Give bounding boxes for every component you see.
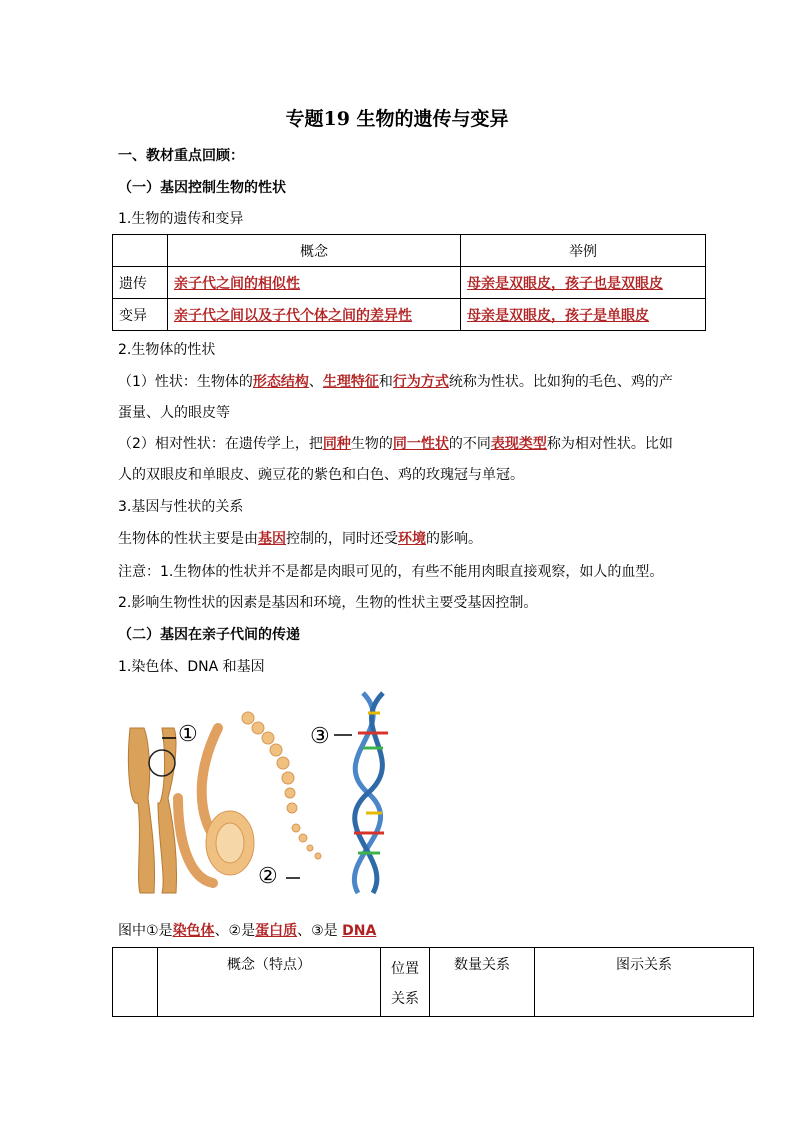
paragraph-traits: （1）性状：生物体的形态结构、生理特征和行为方式统称为性状。比如狗的毛色、鸡的产 — [118, 374, 673, 390]
table-header-cell — [113, 948, 158, 1017]
row-label: 变异 — [113, 299, 168, 331]
answer-text: 表现类型 — [490, 436, 547, 452]
paragraph-gene-trait: 生物体的性状主要是由基因控制的，同时还受环境的影响。 — [118, 531, 482, 547]
item-heading-2: 2.生物体的性状 — [118, 342, 216, 358]
table-header-cell: 图示关系 — [535, 948, 754, 1017]
relationship-table — [112, 947, 754, 1017]
table-header-row — [113, 948, 754, 1017]
table-header-cell — [113, 235, 168, 267]
answer-text: 基因 — [258, 531, 286, 547]
item-heading-4: 1.染色体、DNA 和基因 — [118, 659, 265, 675]
note-2: 2.影响生物性状的因素是基因和环境，生物的性状主要受基因控制。 — [118, 595, 538, 611]
paragraph-relative-traits: （2）相对性状：在遗传学上，把同种生物的同一性状的不同表现类型称为相对性状。比如 — [118, 436, 673, 452]
table-header-cell: 举例 — [461, 235, 706, 267]
row-label: 遗传 — [113, 267, 168, 299]
answer-text: 亲子代之间以及子代个体之间的差异性 — [174, 307, 412, 324]
answer-text: 同一性状 — [392, 436, 449, 452]
answer-text: DNA — [342, 923, 377, 939]
answer-text: 环境 — [398, 531, 426, 547]
answer-text: 母亲是双眼皮，孩子也是双眼皮 — [467, 275, 663, 292]
item-heading-3: 3.基因与性状的关系 — [118, 499, 244, 515]
answer-text: 染色体 — [172, 923, 215, 939]
page-title: 专题19 生物的遗传与变异 — [285, 108, 509, 130]
table-header-cell: 数量关系 — [430, 948, 535, 1017]
answer-text: 母亲是双眼皮，孩子是单眼皮 — [467, 307, 649, 324]
table-header-row — [113, 235, 706, 267]
chromosome-dna-figure — [118, 688, 408, 898]
answer-text: 行为方式 — [392, 374, 449, 390]
answer-text: 亲子代之间的相似性 — [174, 275, 300, 292]
answer-text: 同种 — [322, 436, 351, 452]
table-header-cell: 位置关系 — [381, 948, 430, 1017]
note-1: 注意：1.生物体的性状并不是都是肉眼可见的，有些不能用肉眼直接观察，如人的血型。 — [118, 564, 664, 580]
heredity-variation-table — [112, 234, 706, 331]
paragraph-relative-traits-cont: 人的双眼皮和单眼皮、豌豆花的紫色和白色、鸡的玫瑰冠与单冠。 — [118, 467, 524, 483]
answer-text: 蛋白质 — [255, 923, 298, 939]
section-heading: 一、教材重点回顾： — [118, 148, 244, 164]
subsection-heading-2: （二）基因在亲子代间的传递 — [118, 627, 300, 643]
label-2: ② — [258, 864, 278, 889]
label-1: ① — [178, 722, 198, 747]
item-heading-1: 1.生物的遗传和变异 — [118, 211, 244, 227]
table-row — [113, 267, 706, 299]
table-row — [113, 299, 706, 331]
figure-caption: 图中①是染色体、②是蛋白质、③是 DNA — [118, 923, 377, 939]
subsection-heading-1: （一）基因控制生物的性状 — [118, 180, 286, 196]
answer-text: 生理特征 — [322, 374, 379, 390]
paragraph-traits-cont: 蛋量、人的眼皮等 — [118, 405, 230, 421]
label-3: ③ — [310, 724, 330, 749]
answer-text: 形态结构 — [252, 374, 309, 390]
table-header-cell: 概念（特点） — [158, 948, 381, 1017]
table-header-cell: 概念 — [168, 235, 461, 267]
